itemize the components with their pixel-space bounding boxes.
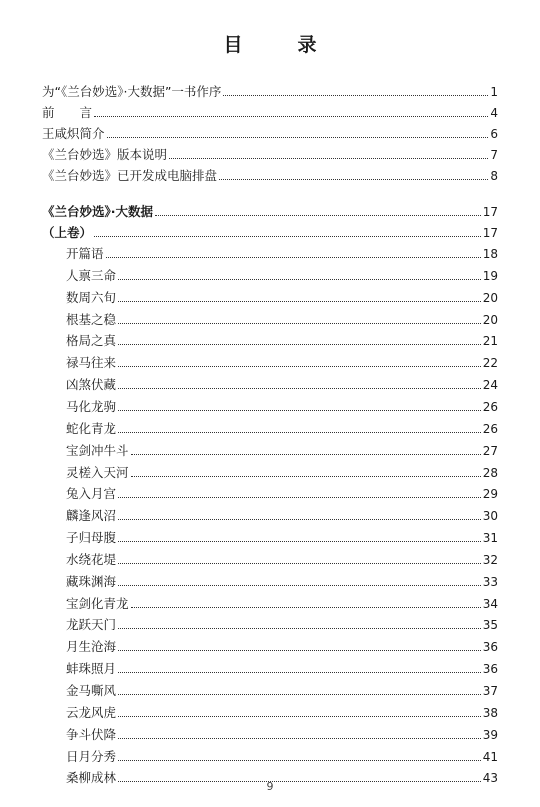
toc-chapter-entry[interactable] [66,679,498,699]
toc-entry-label: 龙跃天门 [66,617,117,633]
toc-chapter-entry[interactable] [66,592,498,612]
toc-front-entry[interactable] [42,80,498,100]
toc-entry-label: 兔入月宫 [66,486,117,502]
toc-entry-page: 41 [482,749,498,764]
toc-entry-label: 马化龙驹 [66,398,117,414]
toc-chapter-entry[interactable] [66,264,498,284]
toc-entry-page: 19 [482,268,498,283]
toc-entry-page: 28 [482,465,498,480]
page-number: 9 [266,780,274,793]
toc-entry-page: 36 [482,640,498,655]
toc-entry-label: 水绕花堤 [66,551,117,567]
toc-entry-label: 宝剑冲牛斗 [66,442,129,458]
toc-chapter-entry[interactable] [66,286,498,306]
toc-entry-label: 宝剑化青龙 [66,595,129,611]
toc-leader-dots [118,672,481,673]
toc-leader-dots [94,236,481,237]
toc-chapter-entry[interactable] [66,548,498,568]
toc-entry-page: 32 [482,552,498,567]
toc-entry-label: 日月分秀 [66,748,117,764]
toc-entry-page: 35 [482,618,498,633]
toc-leader-dots [131,476,481,477]
toc-entry-page: 22 [482,356,498,371]
toc-entry-label: 桑柳成林 [66,770,117,786]
toc-chapter-entry[interactable] [66,570,498,590]
toc-entry-label: 蚌珠照月 [66,661,117,677]
toc-section-entry[interactable] [42,200,498,220]
toc-entry-label: 根基之稳 [66,311,117,327]
toc-front-entry[interactable] [42,122,498,142]
toc-leader-dots [118,497,481,498]
toc-chapter-entry[interactable] [66,482,498,502]
toc-entry-page: 20 [482,290,498,305]
toc-leader-dots [118,388,481,389]
toc-chapter-entry[interactable] [66,308,498,328]
toc-entry-label: 争斗伏降 [66,726,117,742]
toc-entry-label: 《兰台妙选》版本说明 [42,147,168,162]
page-title: 目 录 [223,34,335,56]
toc-entry-label: 麟逢风沼 [66,508,117,524]
toc-entry-label: 蛇化青龙 [66,420,117,436]
toc-chapter-entry[interactable] [66,461,498,481]
toc-leader-dots [118,432,481,433]
toc-chapter-entry[interactable] [66,373,498,393]
toc-leader-dots [118,628,481,629]
toc-entry-label: 禄马往来 [66,355,117,371]
toc-entry-page: 39 [482,727,498,742]
toc-entry-page: 24 [482,378,498,393]
toc-entry-label: （上卷） [42,225,93,240]
toc-entry-page: 18 [482,247,498,261]
toc-entry-label: 灵槎入天河 [66,464,129,480]
toc-entry-label: 开篇语 [66,246,104,261]
toc-entry-page: 17 [482,205,498,219]
toc-entry-label: 人禀三命 [66,267,117,283]
toc-front-entry[interactable] [42,164,498,184]
toc-leader-dots [118,541,481,542]
toc-entry-label: 凶煞伏藏 [66,377,117,393]
toc-chapter-entry[interactable] [66,242,498,262]
toc-entry-label: 藏珠渊海 [66,573,117,589]
toc-entry-label: 数周六旬 [66,289,117,305]
toc-leader-dots [131,607,481,608]
toc-entry-label: 月生沧海 [66,639,117,655]
toc-leader-dots [118,585,481,586]
toc-entry-page: 36 [482,662,498,677]
toc-leader-dots [118,716,481,717]
toc-leader-dots [118,301,481,302]
toc-leader-dots [107,137,489,138]
toc-leader-dots [155,215,481,216]
toc-entry-page: 43 [482,771,498,786]
toc-entry-label: 前 言 [42,105,93,120]
toc-entry-page: 4 [490,106,498,120]
toc-leader-dots [118,694,481,695]
toc-entry-page: 33 [482,574,498,589]
toc-leader-dots [118,323,481,324]
toc-chapter-entry[interactable] [66,417,498,437]
toc-chapter-entry[interactable] [66,439,498,459]
toc-chapter-entry[interactable] [66,504,498,524]
toc-entry-label: 金马嘶风 [66,683,117,698]
toc-leader-dots [169,158,488,159]
toc-entry-label: 子归母腹 [66,530,117,546]
toc-entry-label: 《兰台妙选》已开发成电脑排盘 [42,168,218,183]
toc-entry-page: 8 [490,169,498,183]
toc-leader-dots [118,738,481,739]
toc-leader-dots [118,366,481,367]
toc-entry-page: 21 [482,334,498,349]
toc-entry-page: 26 [482,399,498,414]
toc-entry-page: 31 [482,531,498,546]
toc-leader-dots [219,179,488,180]
toc-chapter-entry[interactable] [66,745,498,765]
toc-entry-page: 26 [482,421,498,436]
toc-leader-dots [118,344,481,345]
toc-entry-page: 29 [482,487,498,502]
toc-entry-page: 37 [482,684,498,698]
toc-entry-label: 云龙风虎 [66,704,117,720]
toc-entry-page: 34 [482,596,498,611]
toc-chapter-entry[interactable] [66,701,498,721]
toc-chapter-entry[interactable] [66,723,498,743]
toc-chapter-entry[interactable] [66,351,498,371]
toc-front-entry[interactable] [42,101,498,121]
toc-entry-page: 30 [482,509,498,524]
toc-entry-label: 格局之真 [66,333,117,349]
toc-leader-dots [118,279,481,280]
toc-chapter-entry[interactable] [66,657,498,677]
toc-entry-page: 17 [482,226,498,240]
toc-entry-label: 王咸炽简介 [42,126,105,141]
toc-leader-dots [118,563,481,564]
toc-chapter-entry[interactable] [66,613,498,633]
toc-leader-dots [94,116,488,117]
toc-entry-label: 为“《兰台妙选》·大数据”一书作序 [42,84,222,99]
toc-chapter-entry[interactable] [66,635,498,655]
toc-chapter-entry[interactable] [66,329,498,349]
toc-front-entry[interactable] [42,143,498,163]
toc-chapter-entry[interactable] [66,395,498,415]
toc-leader-dots [118,650,481,651]
toc-volume-entry[interactable] [42,221,498,241]
toc-leader-dots [106,257,481,258]
toc-leader-dots [118,519,481,520]
toc-entry-page: 27 [482,443,498,458]
toc-leader-dots [223,95,488,96]
toc-leader-dots [118,760,481,761]
toc-entry-label: 《兰台妙选》·大数据 [42,204,153,219]
toc-leader-dots [118,410,481,411]
toc-entry-page: 20 [482,312,498,327]
toc-chapter-entry[interactable] [66,526,498,546]
toc-entry-page: 1 [490,85,498,99]
toc-leader-dots [131,454,481,455]
toc-entry-page: 38 [482,705,498,720]
toc-entry-page: 6 [490,127,498,141]
toc-entry-page: 7 [490,148,498,162]
